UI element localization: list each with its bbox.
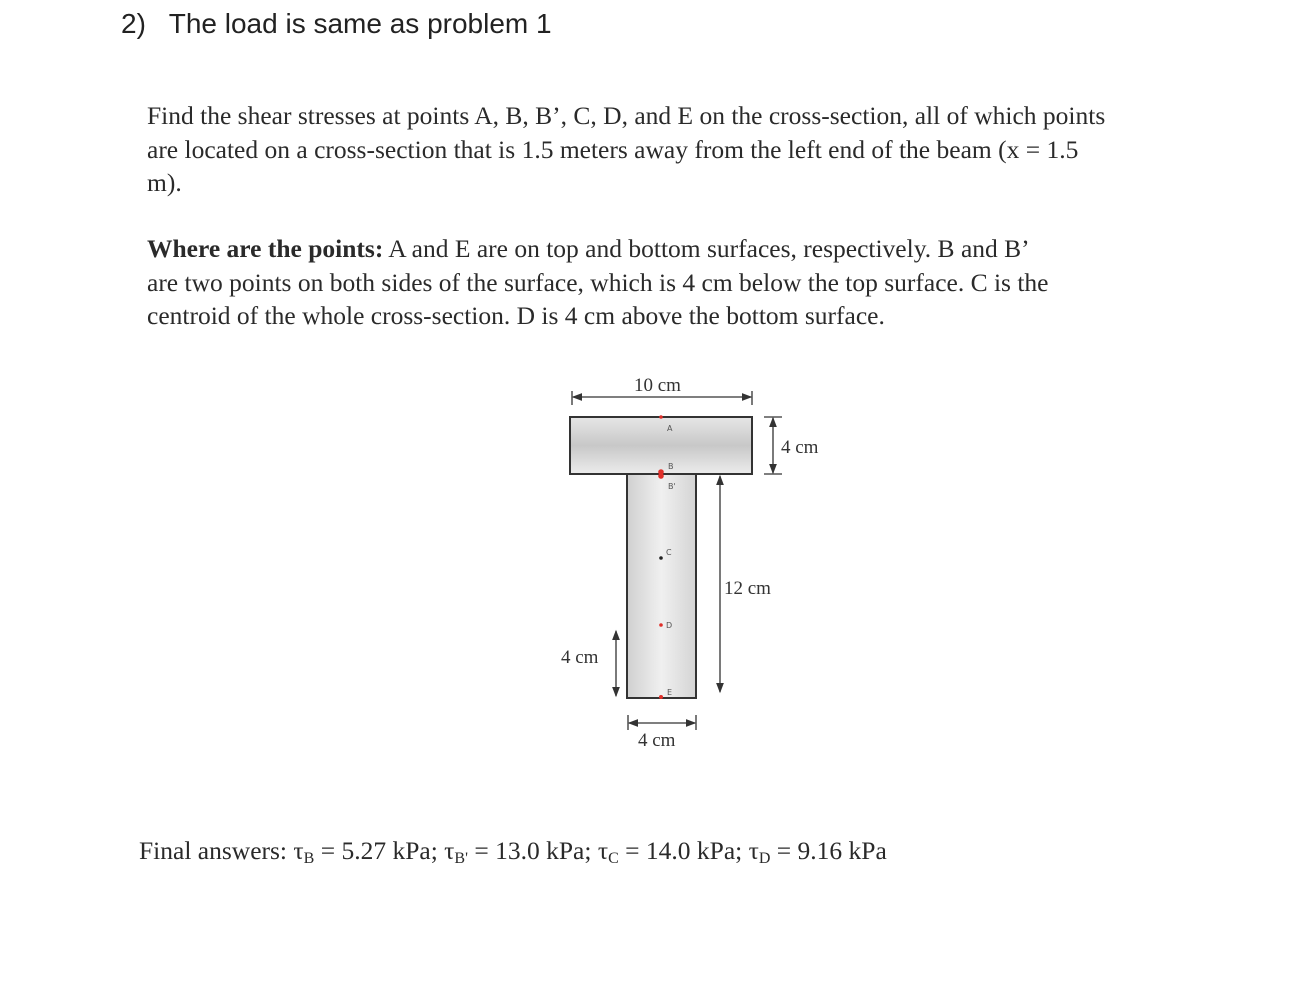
point-c: [659, 556, 663, 560]
label-web-width: 4 cm: [638, 730, 676, 751]
statement-line: m).: [147, 168, 182, 197]
point-a: [659, 415, 663, 419]
web: [627, 474, 696, 698]
label-flange-width: 10 cm: [634, 375, 681, 396]
point-d-label: D: [666, 621, 673, 630]
point-e: [659, 695, 663, 699]
label-d-height: 4 cm: [561, 647, 599, 668]
point-b-label: B: [668, 462, 674, 471]
point-locations-lead: Where are the points:: [147, 234, 384, 263]
point-locations-line: A and E are on top and bottom surfaces, respectively. B and B’: [383, 234, 1030, 263]
answer-tau-b-prime: $\tau_{B'} = 13.0$ kPa;: [444, 836, 598, 867]
statement-line: are located on a cross-section that is 1.5 meters away from the left end of the beam (x = 1.5: [147, 134, 1079, 164]
answers-label: Final answers:: [139, 836, 294, 865]
point-e-label: E: [667, 688, 673, 697]
flange: [570, 417, 752, 474]
point-d: [659, 623, 663, 627]
label-web-height: 12 cm: [724, 578, 771, 599]
point-locations-line: are two points on both sides of the surface, which is 4 cm below the top surface. C is the: [147, 267, 1049, 297]
dim-web-width: [628, 715, 696, 730]
answer-tau-b: $\tau_B = 5.27$ kPa;: [293, 836, 445, 867]
problem-heading: 2) The load is same as problem 1: [121, 8, 552, 39]
statement-line: Find the shear stresses at points A, B, B’, C, D, and E on the cross-section, all of which points: [147, 101, 1106, 130]
point-c-label: C: [666, 548, 672, 557]
label-flange-height: 4 cm: [781, 437, 819, 458]
point-a-label: A: [667, 424, 673, 433]
dim-flange-height: [764, 417, 782, 474]
point-b-prime: [658, 473, 664, 479]
answer-tau-d: $\tau_D = 9.16$ kPa: [748, 836, 887, 867]
final-answers: [139, 836, 887, 868]
answer-tau-c: $\tau_C = 14.0$ kPa;: [597, 836, 749, 867]
point-locations-line: centroid of the whole cross-section. D is 4 cm above the bottom surface.: [147, 301, 885, 330]
point-b-prime-label: B': [668, 482, 676, 491]
